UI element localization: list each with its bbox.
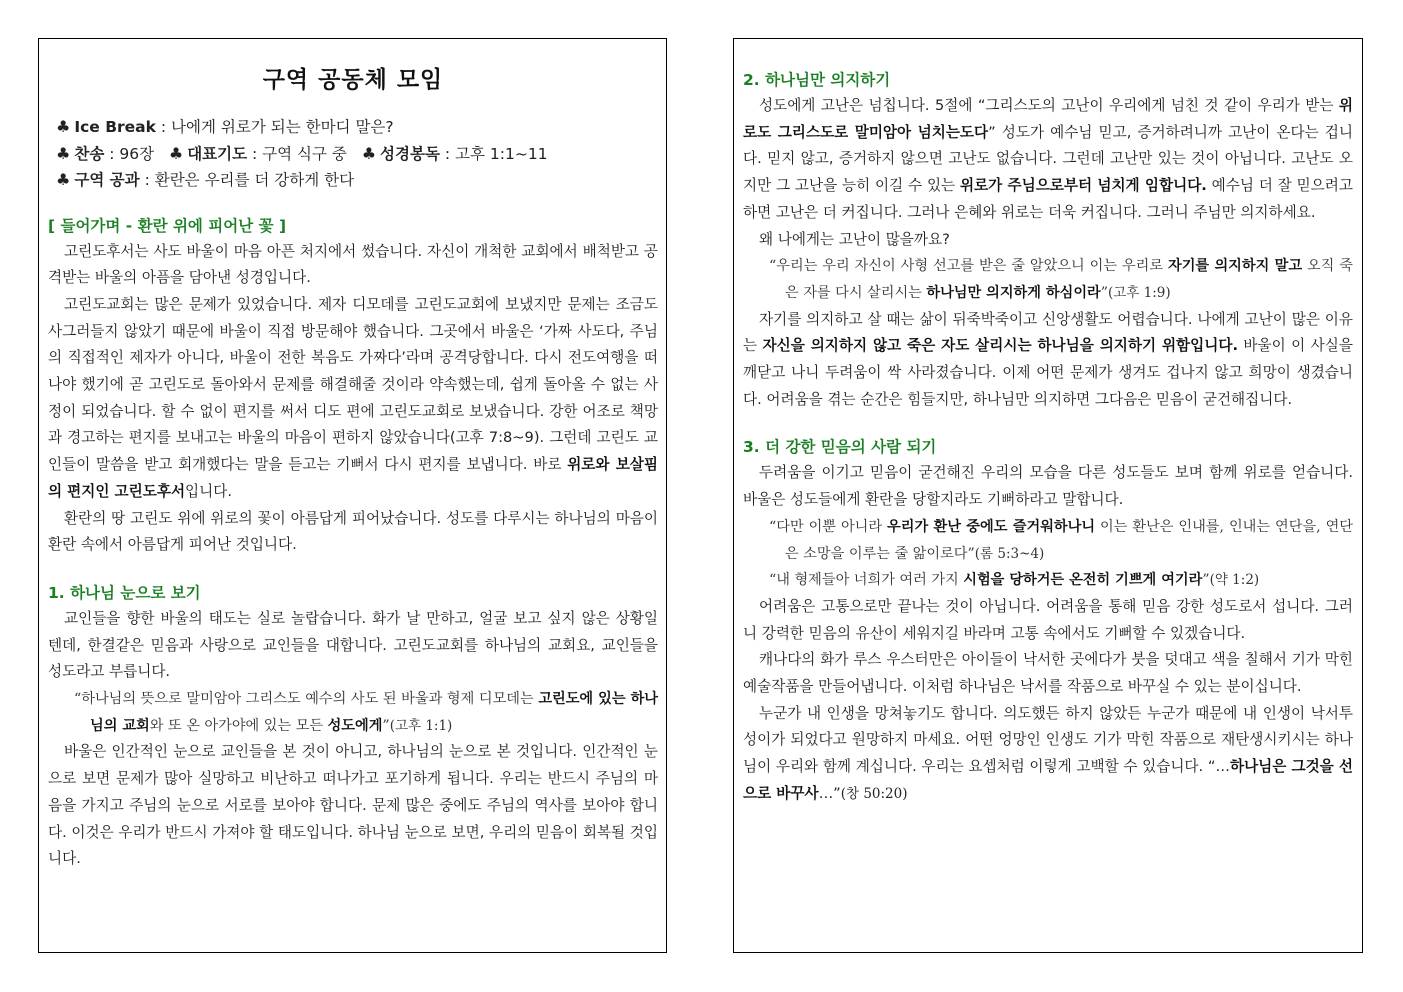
- meeting-info: [48, 114, 658, 194]
- club-icon: ♣: [56, 117, 71, 136]
- prayer-label: 대표기도: [187, 144, 248, 163]
- scripture-quote: “우리는 우리 자신이 사형 선고를 받은 줄 알았으니 이는 우리로 자기를 의지하지 말고 오직 죽은 자를 다시 살리시는 하나님만 의지하게 하심이라”(고후 1:9): [769, 258, 1353, 301]
- intro-heading: [ 들어가며 - 환란 위에 피어난 꽃 ]: [48, 216, 287, 235]
- section-3-paragraph-3: 캐나다의 화가 루스 우스터만은 아이들이 낙서한 곳에다가 붓을 덧대고 색을 칠해서 기가 막힌 예술작품을 만들어냅니다. 이처럼 하나님은 낙서를 작품으로 바꾸실 수 있는 분이십니다.: [743, 651, 1353, 696]
- section-1-paragraph-2: 바울은 인간적인 눈으로 교인들을 본 것이 아니고, 하나님의 눈으로 본 것입니다. 인간적인 눈으로 보면 문제가 많아 실망하고 비난하고 떠나가고 포기하게 됩니다. 우리는 반드시 주님의 마음을 가지고 주님의 눈으로 서로를 보아야 합니다. 문제 많은 중에도 주님의 역사를 보아야 합니다. 이것은 우리가 반드시 가져야 할 태도입니다. 하나님 눈으로 보면, 우리의 믿음이 회복될 것입니다.: [48, 743, 658, 868]
- club-icon: ♣: [56, 143, 71, 163]
- lesson-label: 구역 공과: [74, 171, 140, 189]
- hymn-label: 찬송: [74, 144, 105, 163]
- icebreak-label: Ice Break: [74, 118, 156, 136]
- club-icon: ♣: [168, 143, 184, 163]
- section-2-paragraph-1: 성도에게 고난은 넘칩니다. 5절에 “그리스도의 고난이 우리에게 넘친 것 같이 우리가 받는 위로도 그리스도로 말미암아 넘치는도다” 성도가 예수님 믿고, 증거하려니까 고난이 온다는 겁니다. 믿지 않고, 증거하지 않으면 고난도 없습니다. 그런데 고난만 있는 것이 아닙니다. 고난도 오지만 그 고난을 능히 이길 수 있는 위로가 주님으로부터 넘치게 임합니다. 예수님 더 잘 믿으려고 하면 고난은 더 커집니다. 그러나 은혜와 위로는 더욱 커집니다. 그러니 주님만 의지하세요.: [743, 97, 1353, 221]
- page-title: 구역 공동체 모임: [262, 67, 444, 93]
- section-3-paragraph-4: 누군가 내 인생을 망쳐놓기도 합니다. 의도했든 하지 않았든 누군가 때문에 내 인생이 낙서투성이가 되었다고 원망하지 마세요. 어떤 엉망인 인생도 기가 막힌 작품으로 재탄생시키시는 하나님이 우리와 함께 계십니다. 우리는 요셉처럼 이렇게 고백할 수 있습니다. “…하나님은 그것을 선으로 바꾸사…”(창 50:20): [743, 704, 1353, 802]
- section-3-heading: 3. 더 강한 믿음의 사람 되기: [743, 438, 937, 457]
- order-line: ♣ 찬송 : 96장 ♣ 대표기도 : 구역 식구 중 ♣ 성경봉독 : 고후 1:1~11: [56, 143, 548, 163]
- scripture-reference: (창 50:20): [840, 785, 908, 802]
- reading-value: 고후 1:1~11: [455, 144, 548, 163]
- scripture-quote: “다만 이뿐 아니라 우리가 환난 중에도 즐거워하나니 이는 환난은 인내를, 인내는 연단을, 연단은 소망을 이루는 줄 앎이로다”(롬 5:3~4): [769, 518, 1353, 562]
- section-3-paragraph-2: 어려움은 고통으로만 끝나는 것이 아닙니다. 어려움을 통해 믿음 강한 성도로서 섭니다. 그러니 강력한 믿음의 유산이 세워지길 바라며 고통 속에서도 기뻐할 수 있겠습니다.: [743, 597, 1353, 642]
- scripture-reference: (고후 1:9): [1108, 284, 1171, 301]
- scripture-quote: “하나님의 뜻으로 말미암아 그리스도 예수의 사도 된 바울과 형제 디모데는 고린도에 있는 하나님의 교회와 또 온 아가야에 있는 모든 성도에게”(고후 1:1): [74, 691, 658, 734]
- section-1-paragraph-1: 교인들을 향한 바울의 태도는 실로 놀랍습니다. 화가 날 만하고, 얼굴 보고 싶지 않은 상황일 텐데, 한결같은 믿음과 사랑으로 교인들을 대합니다. 고린도교회를 하나님의 교회요, 교인들을 성도라고 부릅니다.: [48, 609, 658, 681]
- lesson-value: 환란은 우리를 더 강하게 한다: [154, 171, 355, 189]
- section-1-heading: 1. 하나님 눈으로 보기: [48, 583, 201, 602]
- section-3-paragraph-1: 두려움을 이기고 믿음이 굳건해진 우리의 모습을 다른 성도들도 보며 함께 위로를 얻습니다. 바울은 성도들에게 환란을 당할지라도 기뻐하라고 말합니다.: [743, 464, 1353, 509]
- right-page: [733, 38, 1363, 953]
- scripture-reference: (약 1:2): [1209, 572, 1260, 589]
- prayer-value: 구역 식구 중: [262, 144, 347, 163]
- lesson-line: ♣ 구역 공과 : 환란은 우리를 더 강하게 한다: [56, 170, 355, 189]
- club-icon: ♣: [361, 143, 377, 163]
- club-icon: ♣: [56, 170, 71, 189]
- left-page: [38, 38, 667, 953]
- intro-paragraph-1: 고린도후서는 사도 바울이 마음 아픈 처지에서 썼습니다. 자신이 개척한 교회에서 배척받고 공격받는 바울의 아픔을 담아낸 성경입니다.: [48, 242, 658, 287]
- scripture-reference: (롬 5:3~4): [974, 545, 1045, 562]
- scripture-reference: (고후 1:1): [389, 717, 453, 734]
- section-2-paragraph-3: 자기를 의지하고 살 때는 삶이 뒤죽박죽이고 신앙생활도 어렵습니다. 나에게 고난이 많은 이유는 자신을 의지하지 않고 죽은 자도 살리시는 하나님을 의지하기 위함입니다. 바울이 이 사실을 깨닫고 나니 두려움이 싹 사라졌습니다. 이제 어떤 문제가 생겨도 겁나지 않고 희망이 생겼습니다. 어려움을 겪는 순간은 힘들지만, 하나님만 의지하면 그다음은 믿음이 굳건해집니다.: [743, 310, 1353, 408]
- intro-paragraph-3: 환란의 땅 고린도 위에 위로의 꽃이 아름답게 피어났습니다. 성도를 다루시는 하나님의 마음이 환란 속에서 아름답게 피어난 것입니다.: [48, 509, 658, 554]
- section-2-paragraph-2: 왜 나에게는 고난이 많을까요?: [759, 230, 950, 248]
- intro-paragraph-2: 고린도교회는 많은 문제가 있었습니다. 제자 디모데를 고린도교회에 보냈지만 문제는 조금도 사그러들지 않았기 때문에 바울이 직접 방문해야 했습니다. 그곳에서 바울은 ‘가짜 사도다, 주님의 직접적인 제자가 아니다, 바울이 전한 복음도 가짜다’라며 공격당합니다. 다시 전도여행을 떠나야 했기에 곧 고린도로 돌아와서 문제를 해결해줄 것이라 약속했는데, 쉽게 돌아올 수 없는 사정이 되었습니다. 할 수 없이 편지를 써서 디도 편에 고린도교회로 보냈습니다. 강한 어조로 책망과 경고하는 편지를 보내고는 바울의 마음이 편하지 않았습니다(고후 7:8~9). 그런데 고린도 교인들이 말씀을 받고 회개했다는 말을 듣고는 기뻐서 다시 편지를 보냅니다. 바로 위로와 보살핌의 편지인 고린도후서입니다.: [48, 295, 658, 500]
- icebreak-value: 나에게 위로가 되는 한마디 말은?: [171, 118, 394, 136]
- reading-label: 성경봉독: [380, 144, 440, 163]
- section-2-heading: 2. 하나님만 의지하기: [743, 71, 891, 89]
- scripture-quote: “내 형제들아 너희가 여러 가지 시험을 당하거든 온전히 기쁘게 여기라”(약 1:2): [769, 572, 1260, 589]
- hymn-value: 96장: [119, 144, 155, 163]
- icebreak-line: ♣ Ice Break : 나에게 위로가 되는 한마디 말은?: [56, 117, 394, 136]
